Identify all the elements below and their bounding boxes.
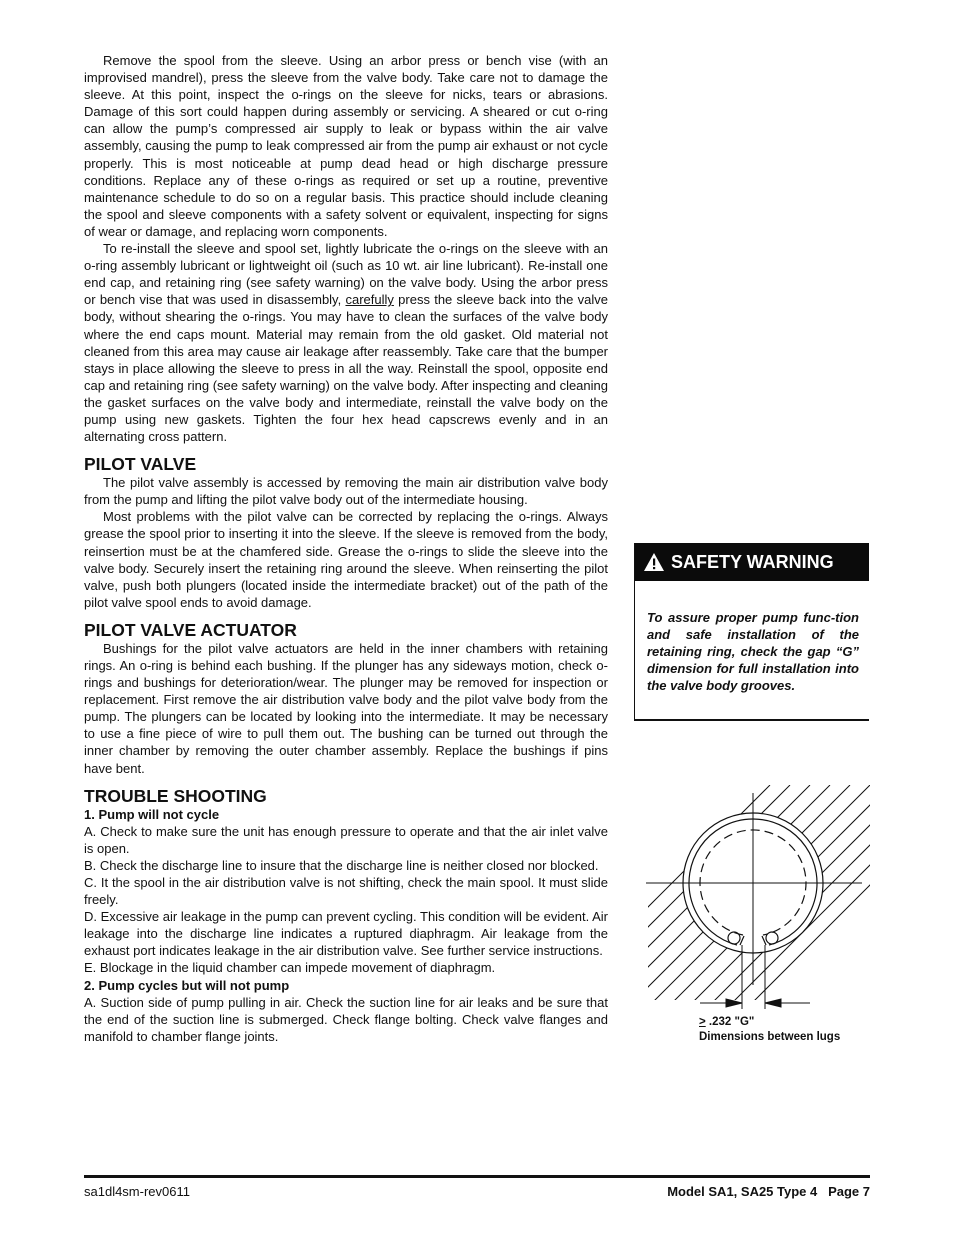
pilot-valve-paragraph-1: The pilot valve assembly is accessed by removing the main air distribution valve body from the pump and lifting the pilot valve body out of the intermediate housing. <box>84 475 608 508</box>
trouble-item-c: C. It the spool in the air distribution valve is not shifting, check the main spool. It must slide freely. <box>84 874 608 908</box>
trouble-item-b: B. Check the discharge line to insure that the discharge line is neither closed nor blocked. <box>84 857 599 873</box>
footer-model-page: Model SA1, SA25 Type 4 Page 7 <box>667 1184 870 1199</box>
trouble-item-e: E. Blockage in the liquid chamber can impede movement of diaphragm. <box>84 960 496 976</box>
spool-p2-part-b: press the sleeve back into the valve body, without shearing the o-rings. You may have to clean the surfaces of the valve body where the end caps mount. Material may remain from the old gasket. Old material not cleaned from this area may cause air leakage after reassembly. Take care that the bumper stays in place allowing the sleeve to press in all the way. Reinstall the spool, opposite end cap and retaining ring (see safety warning) on the valve body. After inspecting and cleaning the gasket surfaces on the valve body and intermediate, reinstall the valve body on the pump using new gaskets. Tighten the four hex head capscrews evenly and in an alternating cross pattern. <box>84 292 608 445</box>
warning-triangle-icon <box>643 552 665 572</box>
pilot-valve-heading: PILOT VALVE <box>84 454 197 475</box>
footer-doc-id: sa1dl4sm-rev0611 <box>84 1184 190 1199</box>
figure-caption: Dimensions between lugs <box>699 1031 841 1043</box>
actuator-paragraph: Bushings for the pilot valve actuators are held in the inner chambers with retaining rings. An o-ring is behind each bushing. If the plunger has any sideways motion, check o-rings and bushings for deterioration/wear. The plunger may be removed for inspection or replacement. First remove the air distribution valve body and the pilot valve body from the pump. The plungers can be located by looking into the intermediate. It may be necessary to use a fine piece of wire to pull them out. The bushing can be turned out through the inner chamber by removing the outer chamber assembly. Replace the bushings if pins have bent. <box>84 640 608 776</box>
retaining-ring-diagram <box>640 785 870 1025</box>
main-column <box>84 52 608 1045</box>
dimension-label <box>699 1016 754 1028</box>
safety-warning-header <box>635 543 869 581</box>
trouble-item-d: D. Excessive air leakage in the pump can prevent cycling. This condition will be evident. Air leakage into the discharge line indicates a ruptured diaphragm. Air leakage from the exhaust port indicates leakage in the air distribution valve. See further service instructions. <box>84 909 608 959</box>
spool-p2-underlined: carefully <box>345 292 394 308</box>
greater-equal-symbol: > <box>699 1016 706 1028</box>
trouble-shooting-heading: TROUBLE SHOOTING <box>84 785 267 806</box>
footer-rule <box>84 1175 870 1178</box>
spool-paragraph-2 <box>84 240 608 445</box>
safety-warning-box <box>634 543 869 721</box>
pilot-valve-paragraph-2: Most problems with the pilot valve can be corrected by replacing the o-rings. Always grease the spool prior to inserting it into the sleeve. If the sleeve is removed from the body, reinsertion must be at the chamfered side. Grease the o-rings to slide the sleeve into the valve body. Securely insert the retaining ring around the sleeve. When reinserting the pilot valve, push both plungers (located inside the intermediate bracket) out of the path of the pilot valve spool ends to avoid damage. <box>84 509 608 610</box>
trouble-subheading-2: 2. Pump cycles but will not pump <box>84 977 290 993</box>
trouble-item-a2: A. Suction side of pump pulling in air. Check the suction line for air leaks and be sure that the end of the suction line is submerged. Check flange bolting. Check valve flanges and manifold to chamber flange joints. <box>84 994 608 1044</box>
dimension-value: .232 "G" <box>705 1016 755 1028</box>
spool-paragraph-1: Remove the spool from the sleeve. Using an arbor press or bench vise (with an improvised mandrel), press the sleeve from the valve body. Take care not to damage the sleeve. At this point, inspect the o-rings on the sleeve for nicks, tears or abrasions. Damage of this sort could happen during assembly or servicing. A sheared or cut o-ring can allow the pump’s compressed air supply to leak or bypass within the air valve assembly, causing the pump to leak compressed air from the pump air exhaust or not cycle properly. This is most noticeable at pump dead head or high discharge pressure conditions. Replace any of these o-rings as required or set up a routine, preventive maintenance schedule to do so on a regular basis. This practice should include cleaning the spool and sleeve components with a safety solvent or equivalent, inspecting for signs of wear or damage, and replacing worn components. <box>84 53 608 239</box>
safety-warning-text: To assure proper pump func-tion and safe installation of the retaining ring, check the gap “G” dimension for full installation into the valve body grooves. <box>647 610 859 694</box>
spool-p2-part-a: To re-install the sleeve and spool set, lightly lubricate the o-rings on the sleeve with an o-ring assembly lubricant or lightweight oil (such as 10 wt. air line lubricant). Re-install one end cap, and retaining ring (see safety warning) on the valve body. Using the arbor press or bench vise that was used in disassembly, <box>84 241 608 308</box>
trouble-item-a: A. Check to make sure the unit has enough pressure to operate and that the air inlet valve is open. <box>84 823 608 856</box>
trouble-subheading-1: 1. Pump will not cycle <box>84 806 220 822</box>
safety-warning-title: SAFETY WARNING <box>671 551 834 572</box>
actuator-heading: PILOT VALVE ACTUATOR <box>84 619 297 640</box>
